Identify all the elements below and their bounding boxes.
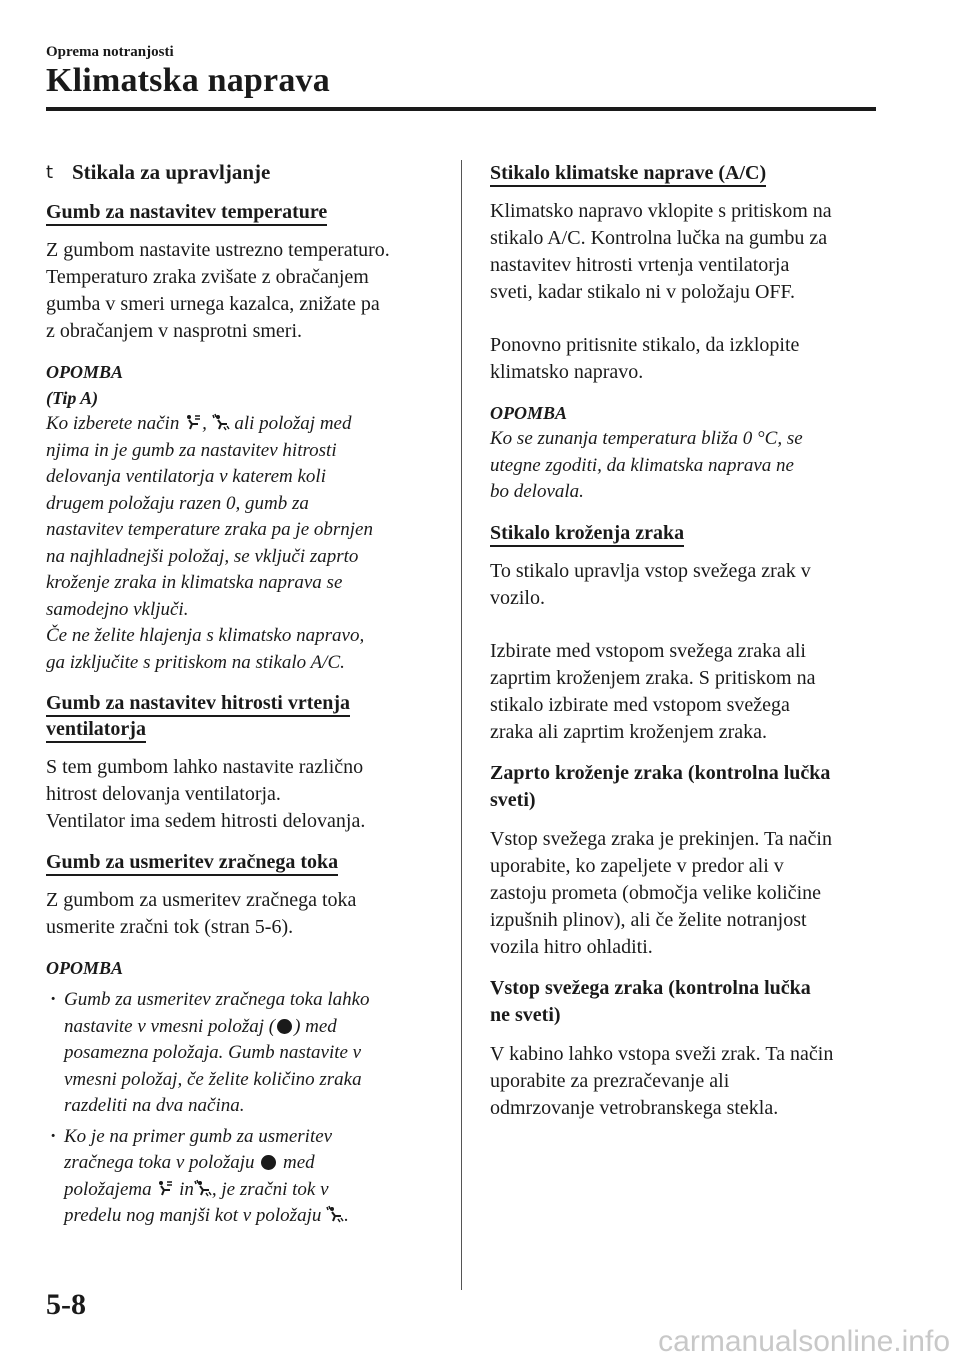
airflow-note-label: OPOMBA <box>46 958 124 978</box>
ac-note-label: OPOMBA <box>490 403 568 423</box>
temp-heading: Gumb za nastavitev temperature <box>46 199 446 225</box>
feet-defrost-icon <box>326 1205 344 1223</box>
recirc-paragraph-2: Izbirate med vstopom svežega zraka ali zaprtim kroženjem zraka. S pritiskom na stikalo izbirate med vstopom svežega zraka ali zaprtim kroženjem zraka. <box>490 639 816 743</box>
closed-recirc-paragraph: Vstop svežega zraka je prekinjen. Ta način uporabite, ko zapeljete v predor ali v zastoju prometa (območja velike količine izpušnih plinov), ali če želite notranjost vozila hitro ohladiti. <box>490 827 832 958</box>
feet-defrost-icon <box>212 413 230 431</box>
recirc-heading: Stikalo kroženja zraka <box>490 520 885 546</box>
ac-heading: Stikalo klimatske naprave (A/C) <box>490 160 885 186</box>
header-rule <box>46 107 876 111</box>
airflow-paragraph: Z gumbom za usmeritev zračnega toka usmerite zračni tok (stran 5-6). <box>46 889 357 938</box>
temp-note-type: (Tip A) <box>46 388 99 408</box>
column-divider <box>461 160 462 1290</box>
feet-defrost-icon <box>194 1179 212 1197</box>
temp-note-label: OPOMBA <box>46 362 124 382</box>
closed-recirc-heading: Zaprto kroženje zraka (kontrolna lučka sveti) <box>490 761 831 811</box>
list-item: · Ko je na primer gumb za usmeritev zračnega toka v položaju med položajema in , je zračni tok v predelu nog manjši kot v položaju . <box>46 1124 446 1230</box>
dot-icon <box>277 1019 292 1034</box>
temp-paragraph: Z gumbom nastavite ustrezno temperaturo. Temperaturo zraka zvišate z obračanjem gumba v smeri urnega kazalca, znižate pa z obračanjem v nasprotni smeri. <box>46 239 390 342</box>
fresh-air-heading: Vstop svežega zraka (kontrolna lučka ne sveti) <box>490 976 811 1026</box>
recirc-paragraph-1: To stikalo upravlja vstop svežega zrak v vozilo. <box>490 559 811 609</box>
bullet-icon: t <box>46 162 54 183</box>
temp-note: Ko izberete način , ali položaj med njima in je gumb za nastavitev hitrosti delovanja ventilatorja v katerem koli drugem položaju razen 0, gumb za nastavitev temperature zraka pa je obrnjen na najhladnejši položaj, se vključi zaprto kroženje zraka in klimatska naprava se samodejno vključi. Če ne želite hlajenja s klimatsko napravo, ga izključite s pritiskom na stikalo A/C. <box>46 413 373 673</box>
fresh-air-paragraph: V kabino lahko vstopa sveži zrak. Ta način uporabite za prezračevanje ali odmrzovanje vetrobranskega stekla. <box>490 1042 834 1119</box>
list-item: · Gumb za usmeritev zračnega toka lahko nastavite v vmesni položaj ( ) med posamezna položaja. Gumb nastavite v vmesni položaj, če želite količino zraka razdeliti na dva načina. <box>46 987 446 1120</box>
main-heading <box>46 160 446 185</box>
page-number: 5-8 <box>46 1288 86 1321</box>
ac-note: Ko se zunanja temperatura bliža 0 °C, se utegne zgoditi, da klimatska naprava ne bo delovala. <box>490 428 803 502</box>
ac-paragraph-2: Ponovno pritisnite stikalo, da izklopite klimatsko napravo. <box>490 334 800 383</box>
watermark: carmanualsonline.info <box>658 1325 950 1358</box>
section-label: Oprema notranjosti <box>46 44 174 60</box>
page-title: Klimatska naprava <box>46 62 330 99</box>
fan-heading: Gumb za nastavitev hitrosti vrtenja ventilatorja <box>46 690 446 742</box>
main-heading-text: Stikala za upravljanje <box>72 160 271 184</box>
fan-paragraph: S tem gumbom lahko nastavite različno hitrost delovanja ventilatorja. Ventilator ima sedem hitrosti delovanja. <box>46 756 366 832</box>
face-feet-icon <box>184 413 202 431</box>
airflow-heading: Gumb za usmeritev zračnega toka <box>46 849 446 875</box>
ac-paragraph-1: Klimatsko napravo vklopite s pritiskom na stikalo A/C. Kontrolna lučka na gumbu za nastavitev hitrosti vrtenja ventilatorja sveti, kadar stikalo ni v položaju OFF. <box>490 200 832 303</box>
airflow-note-list <box>46 987 446 1230</box>
face-feet-icon <box>156 1179 174 1197</box>
left-column <box>46 160 446 1234</box>
right-column <box>490 160 885 1136</box>
dot-icon <box>261 1155 276 1170</box>
